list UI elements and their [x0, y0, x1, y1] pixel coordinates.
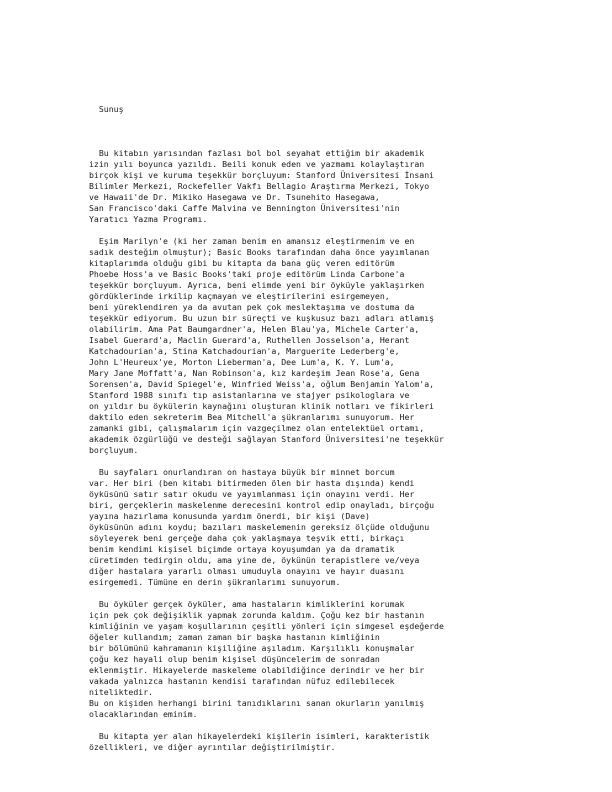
text-line: izin yılı boyunca yazıldı. Beili konuk eden ve yazmamı kolaylaştıran	[89, 159, 425, 169]
paragraph	[89, 731, 609, 753]
paragraph	[89, 236, 609, 456]
paragraph	[89, 467, 609, 588]
paragraph	[89, 148, 609, 225]
text-line: Phoebe Hoss'a ve Basic Books'taki proje editörüm Linda Carbone'a	[89, 269, 405, 279]
text-line: bir bölümünü kahramanın kişiliğine aşıladım. Karşılıklı konuşmalar	[89, 643, 415, 653]
text-line: akademik özgürlüğü ve desteği sağlayan Stanford Üniversitesi'ne teşekkür	[89, 434, 444, 444]
text-line: Bu kitapta yer alan hikayelerdeki kişilerin isimleri, karakteristik	[89, 731, 430, 741]
text-line: esirgemedi. Tümüne en derin şükranlarımı sunuyorum.	[89, 577, 341, 587]
text-line: öyküsünü satır satır okudu ve yayımlanması için onayını verdi. Her	[89, 489, 415, 499]
page-title: Sunuş	[89, 104, 124, 114]
text-line: teşekkür ediyorum. Bu uzun bir süreçti ve kuşkusuz bazı adları atlamış	[89, 313, 435, 323]
text-line: zamanki gibi, çalışmalarım için vazgeçilmez olan entelektüel ortamı,	[89, 423, 425, 433]
text-line: kimliğinin ve yaşam koşullarının çeşitli yönleri için simgesel eşdeğerde	[89, 621, 444, 631]
text-line: on yıldır bu öykülerin kaynağını oluşturan klinik notları ve fikirleri	[89, 401, 435, 411]
text-line: diğer hastalara yararlı olması umuduyla onayını ve hayır duasını	[89, 566, 405, 576]
text-line: öyküsünün adını koydu; bazıları maskelemenin gereksiz ölçüde olduğunu	[89, 522, 430, 532]
text-line: vakada yalnızca hastanın kendisi tarafından nüfuz edilebilecek	[89, 676, 395, 686]
text-line: sadık desteğim olmuştur); Basic Books tarafından daha önce yayımlanan	[89, 247, 430, 257]
text-line: öğeler kullandım; zaman zaman bir başka hastanın kimliğinin	[89, 632, 380, 642]
text-line: San Francisco'daki Caffe Malvina ve Bennington Üniversitesi'nin	[89, 203, 400, 213]
text-line: Bu on kişiden herhangi birini tanıdıklarını sanan okurların yanılmış	[89, 698, 425, 708]
text-line: Mary Jane Moffatt'a, Nan Robinson'a, kız kardeşim Jean Rose'a, Gena	[89, 368, 420, 378]
document-text	[89, 82, 609, 786]
text-line: kitaplarımda olduğu gibi bu kitapta da bana güç veren editörüm	[89, 258, 395, 268]
text-line: teşekkür borçluyum. Ayrıca, beni elimde yeni bir öyküyle yaklaşırken	[89, 280, 425, 290]
text-line: olabilirim. Ama Pat Baumgardner'a, Helen Blau'ya, Michele Carter'a,	[89, 324, 420, 334]
text-line: gördüklerinde irkilip kaçmayan ve eleştirilerini esirgemeyen,	[89, 291, 390, 301]
paragraph	[89, 599, 609, 720]
text-line: özellikleri, ve diğer ayrıntılar değiştirilmiştir.	[89, 742, 336, 752]
text-line: daktilo eden sekreterim Bea Mitchell'a şükranlarımı sunuyorum. Her	[89, 412, 415, 422]
text-line: çoğu kez hayali olup benim kişisel düşüncelerim de sonradan	[89, 654, 380, 664]
text-line: beni yüreklendiren ya da avutan pek çok meslektaşıma ve dostuma da	[89, 302, 415, 312]
text-line: eklenmiştir. Hikayelerde maskeleme olabildiğince derindir ve her bir	[89, 665, 425, 675]
text-line: Bilimler Merkezi, Rockefeller Vakfı Bellagio Araştırma Merkezi, Tokyo	[89, 181, 430, 191]
text-line: yayına hazırlama konusunda yardım önerdi, bir kişi (Dave)	[89, 511, 370, 521]
text-line: söyleyerek beni gerçeğe daha çok yaklaşmaya teşvik etti, birkaçı	[89, 533, 405, 543]
text-line: olacaklarından eminim.	[89, 709, 198, 719]
paragraph-list	[89, 148, 609, 753]
text-line: ve Hawaii'de Dr. Mikiko Hasegawa ve Dr. Tsunehito Hasegawa,	[89, 192, 380, 202]
text-line: John L'Heureux'ye, Morton Lieberman'a, Dee Lum'a, K. Y. Lum'a,	[89, 357, 395, 367]
text-line: var. Her biri (ben kitabı bitirmeden ölen bir hasta dışında) kendi	[89, 478, 415, 488]
text-line: niteliktedir.	[89, 687, 154, 697]
text-line: birçok kişi ve kuruma teşekkür borçluyum: Stanford Üniversitesi İnsani	[89, 170, 435, 180]
text-line: cüretimden tedirgin oldu, ama yine de, öykünün terapistlere ve/veya	[89, 555, 420, 565]
text-line: için pek çok değişiklik yapmak zorunda kaldım. Çoğu kez bir hastanın	[89, 610, 425, 620]
text-line: Stanford 1988 sınıfı tıp asistanlarına ve stajyer psikologlara ve	[89, 390, 410, 400]
text-line: Bu öyküler gerçek öyküler, ama hastaların kimliklerini korumak	[89, 599, 405, 609]
text-line: Sorensen'a, David Spiegel'e, Winfried Weiss'a, oğlum Benjamin Yalom'a,	[89, 379, 435, 389]
text-line: Bu kitabın yarısından fazlası bol bol seyahat ettiğim bir akademik	[89, 148, 425, 158]
text-line: Yaratıcı Yazma Programı.	[89, 214, 208, 224]
text-line: Eşim Marilyn'e (ki her zaman benim en amansız eleştirmenim ve en	[89, 236, 415, 246]
text-line: benim kendimi kişisel biçimde ortaya koyuşumdan ya da dramatik	[89, 544, 395, 554]
text-line: Katchadourian'a, Stina Katchadourian'a, Marguerite Lederberg'e,	[89, 346, 400, 356]
text-line: Isabel Guerard'a, Maclin Guerard'a, Ruthellen Josselson'a, Herant	[89, 335, 410, 345]
text-line: borçluyum.	[89, 445, 139, 455]
text-line: biri, gerçeklerin maskelenme derecesini kontrol edip onayladı, birçoğu	[89, 500, 435, 510]
text-line: Bu sayfaları onurlandıran on hastaya büyük bir minnet borcum	[89, 467, 395, 477]
